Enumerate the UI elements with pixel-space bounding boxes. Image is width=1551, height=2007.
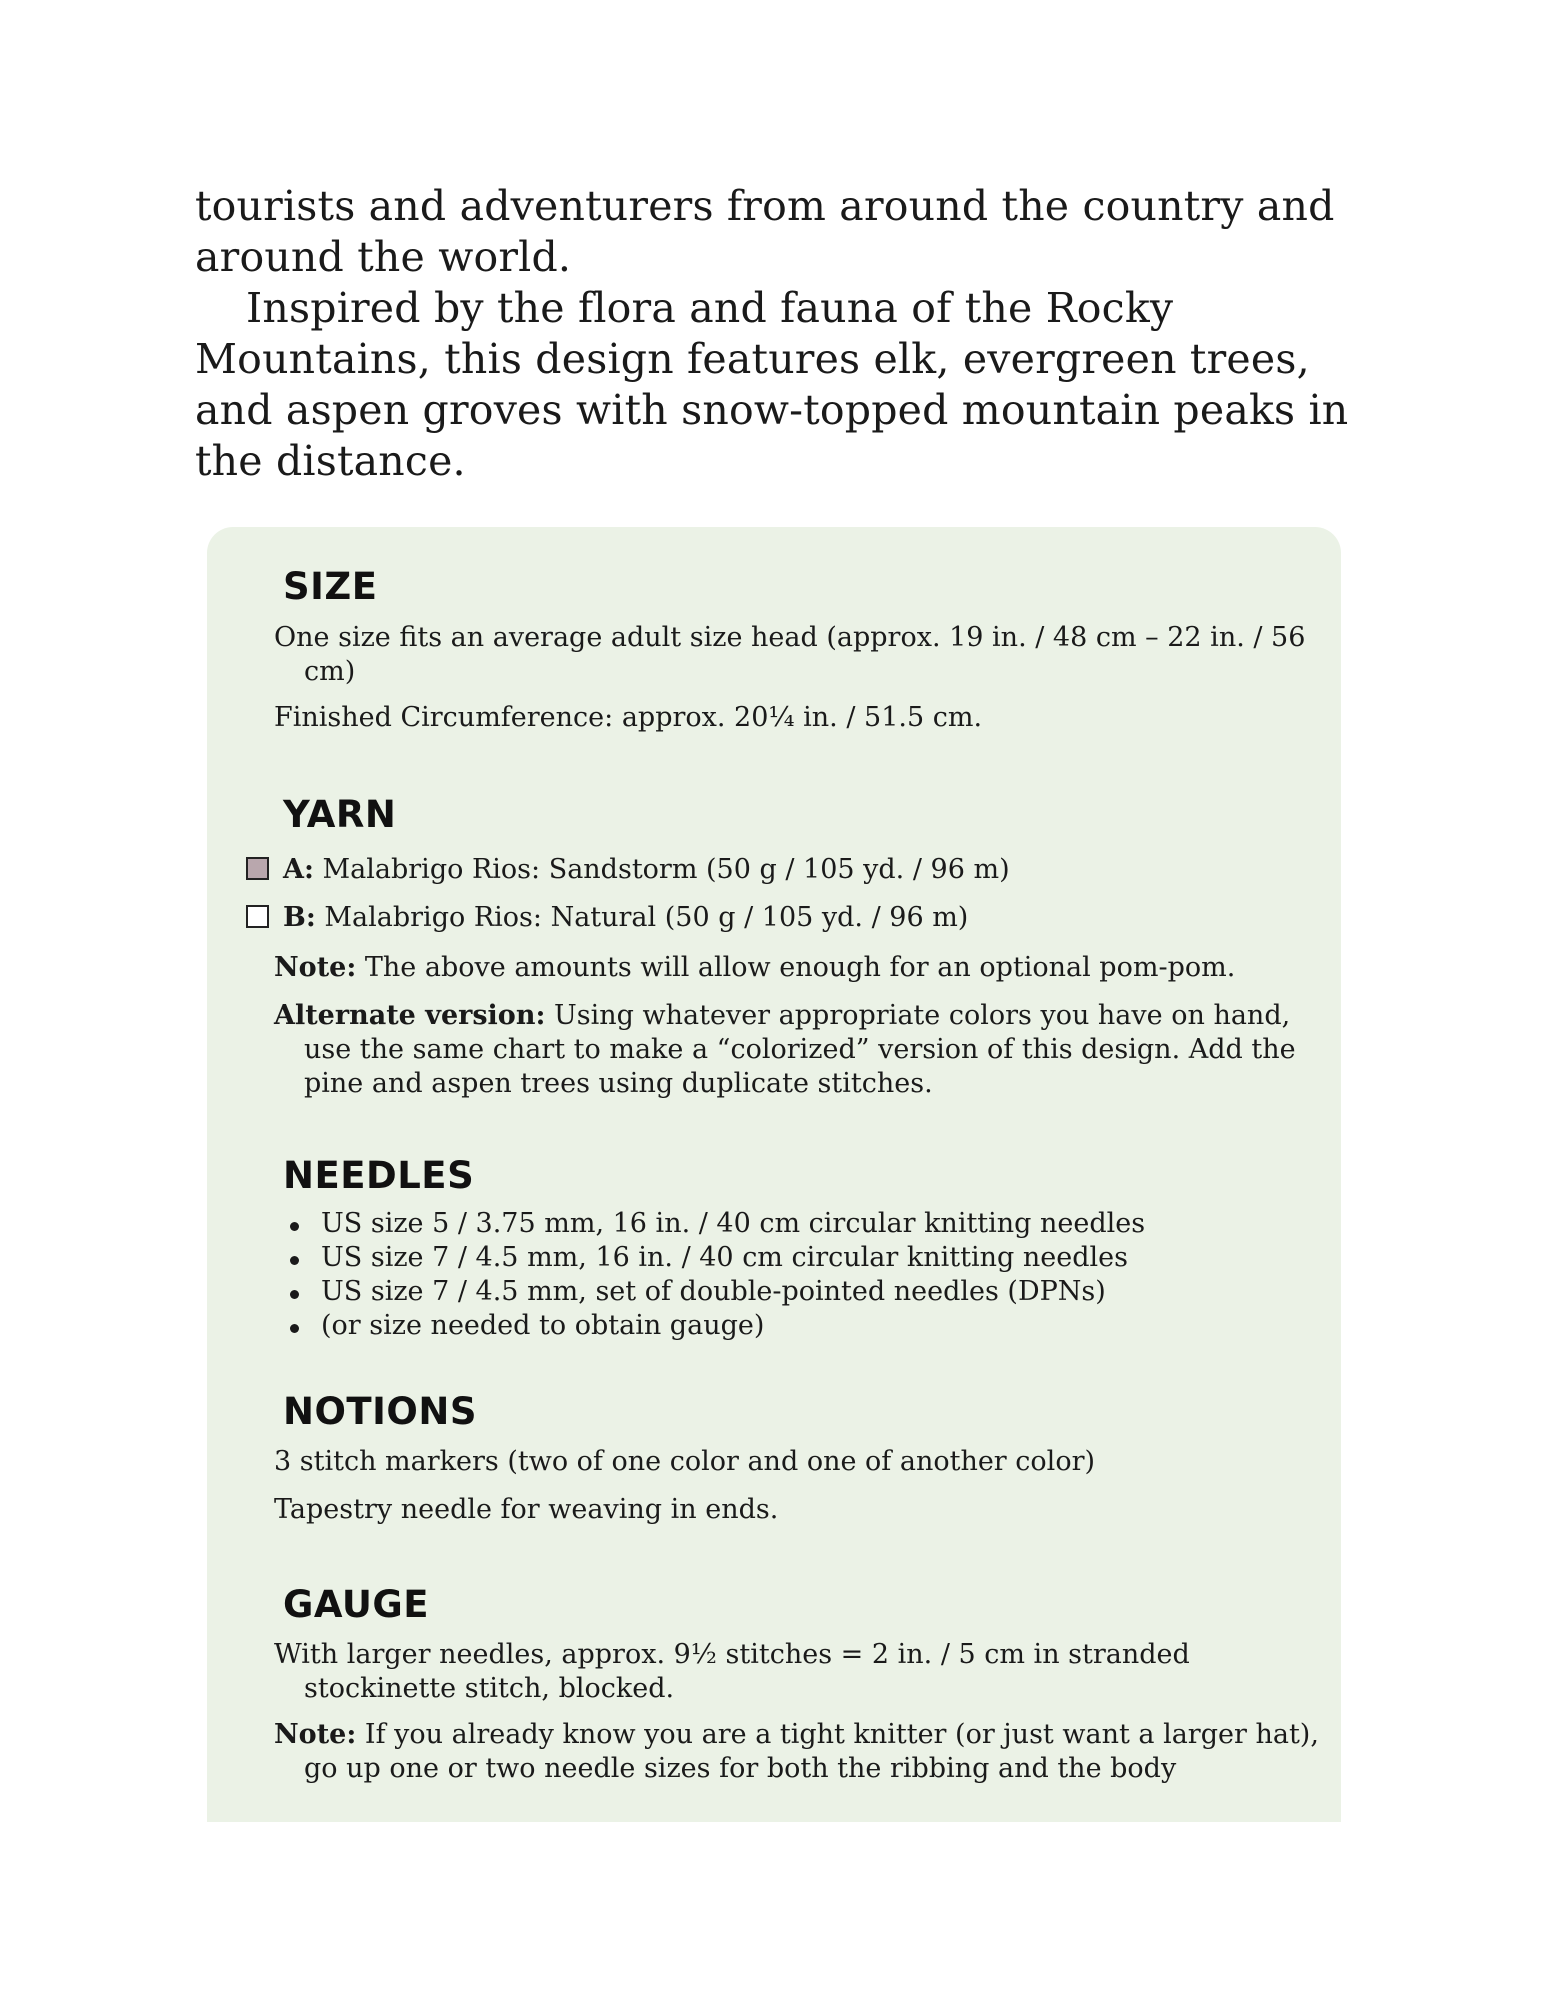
gauge-heading: GAUGE — [283, 1583, 430, 1626]
alternate-version — [274, 999, 1314, 1101]
notions-stitch-markers: 3 stitch markers (two of one color and one of another color) — [274, 1446, 1096, 1477]
yarn-heading: YARN — [283, 793, 397, 836]
yarn-item-b — [246, 901, 968, 935]
color-swatch-a — [246, 857, 269, 880]
yarn-item-label: B: — [283, 902, 316, 933]
list-item: US size 7 / 4.5 mm, set of double-pointed needles (DPNs) — [290, 1275, 1145, 1309]
intro-paragraph-2: Inspired by the flora and fauna of the Rocky Mountains, this design features elk, evergreen trees, and aspen groves with snow-topped mountain peaks in the distance. — [195, 284, 1349, 485]
gauge-note — [274, 1718, 1340, 1786]
needles-list — [290, 1207, 1145, 1343]
list-item: US size 7 / 4.5 mm, 16 in. / 40 cm circular knitting needles — [290, 1241, 1145, 1275]
list-item: (or size needed to obtain gauge) — [290, 1309, 1145, 1343]
gauge-note-label: Note: — [274, 1719, 357, 1750]
yarn-note — [274, 951, 1334, 985]
gauge-description: With larger needles, approx. 9½ stitches = 2 in. / 5 cm in stranded stockinette stitch, blocked. — [274, 1639, 1190, 1704]
yarn-item-a — [246, 853, 1010, 887]
size-description: One size fits an average adult size head (approx. 19 in. / 48 cm – 22 in. / 56 cm) — [274, 622, 1306, 687]
yarn-note-label: Note: — [274, 952, 357, 983]
notions-heading: NOTIONS — [283, 1390, 477, 1433]
yarn-item-text: Malabrigo Rios: Natural (50 g / 105 yd. / 96 m) — [324, 902, 969, 933]
size-heading: SIZE — [283, 565, 378, 608]
alternate-version-label: Alternate version: — [274, 1000, 546, 1031]
yarn-item-label: A: — [283, 854, 314, 885]
needles-heading: NEEDLES — [283, 1154, 475, 1197]
list-item: US size 5 / 3.75 mm, 16 in. / 40 cm circular knitting needles — [290, 1207, 1145, 1241]
gauge-note-text: If you already know you are a tight knitter (or just want a larger hat), go up one or two needle sizes for both the ribbing and the body — [304, 1719, 1319, 1784]
color-swatch-b — [246, 905, 269, 928]
notions-tapestry-needle: Tapestry needle for weaving in ends. — [274, 1494, 779, 1525]
yarn-note-text: The above amounts will allow enough for an optional pom-pom. — [364, 952, 1236, 983]
yarn-item-text: Malabrigo Rios: Sandstorm (50 g / 105 yd. / 96 m) — [322, 854, 1010, 885]
alternate-version-text: Using whatever appropriate colors you have on hand, use the same chart to make a “colorized” version of this design. Add the pine and aspen trees using duplicate stitches. — [304, 1000, 1296, 1099]
finished-circumference: Finished Circumference: approx. 20¼ in. / 51.5 cm. — [274, 702, 983, 733]
intro-paragraph-1: tourists and adventurers from around the country and around the world. — [195, 182, 1335, 281]
intro-text — [195, 181, 1375, 487]
